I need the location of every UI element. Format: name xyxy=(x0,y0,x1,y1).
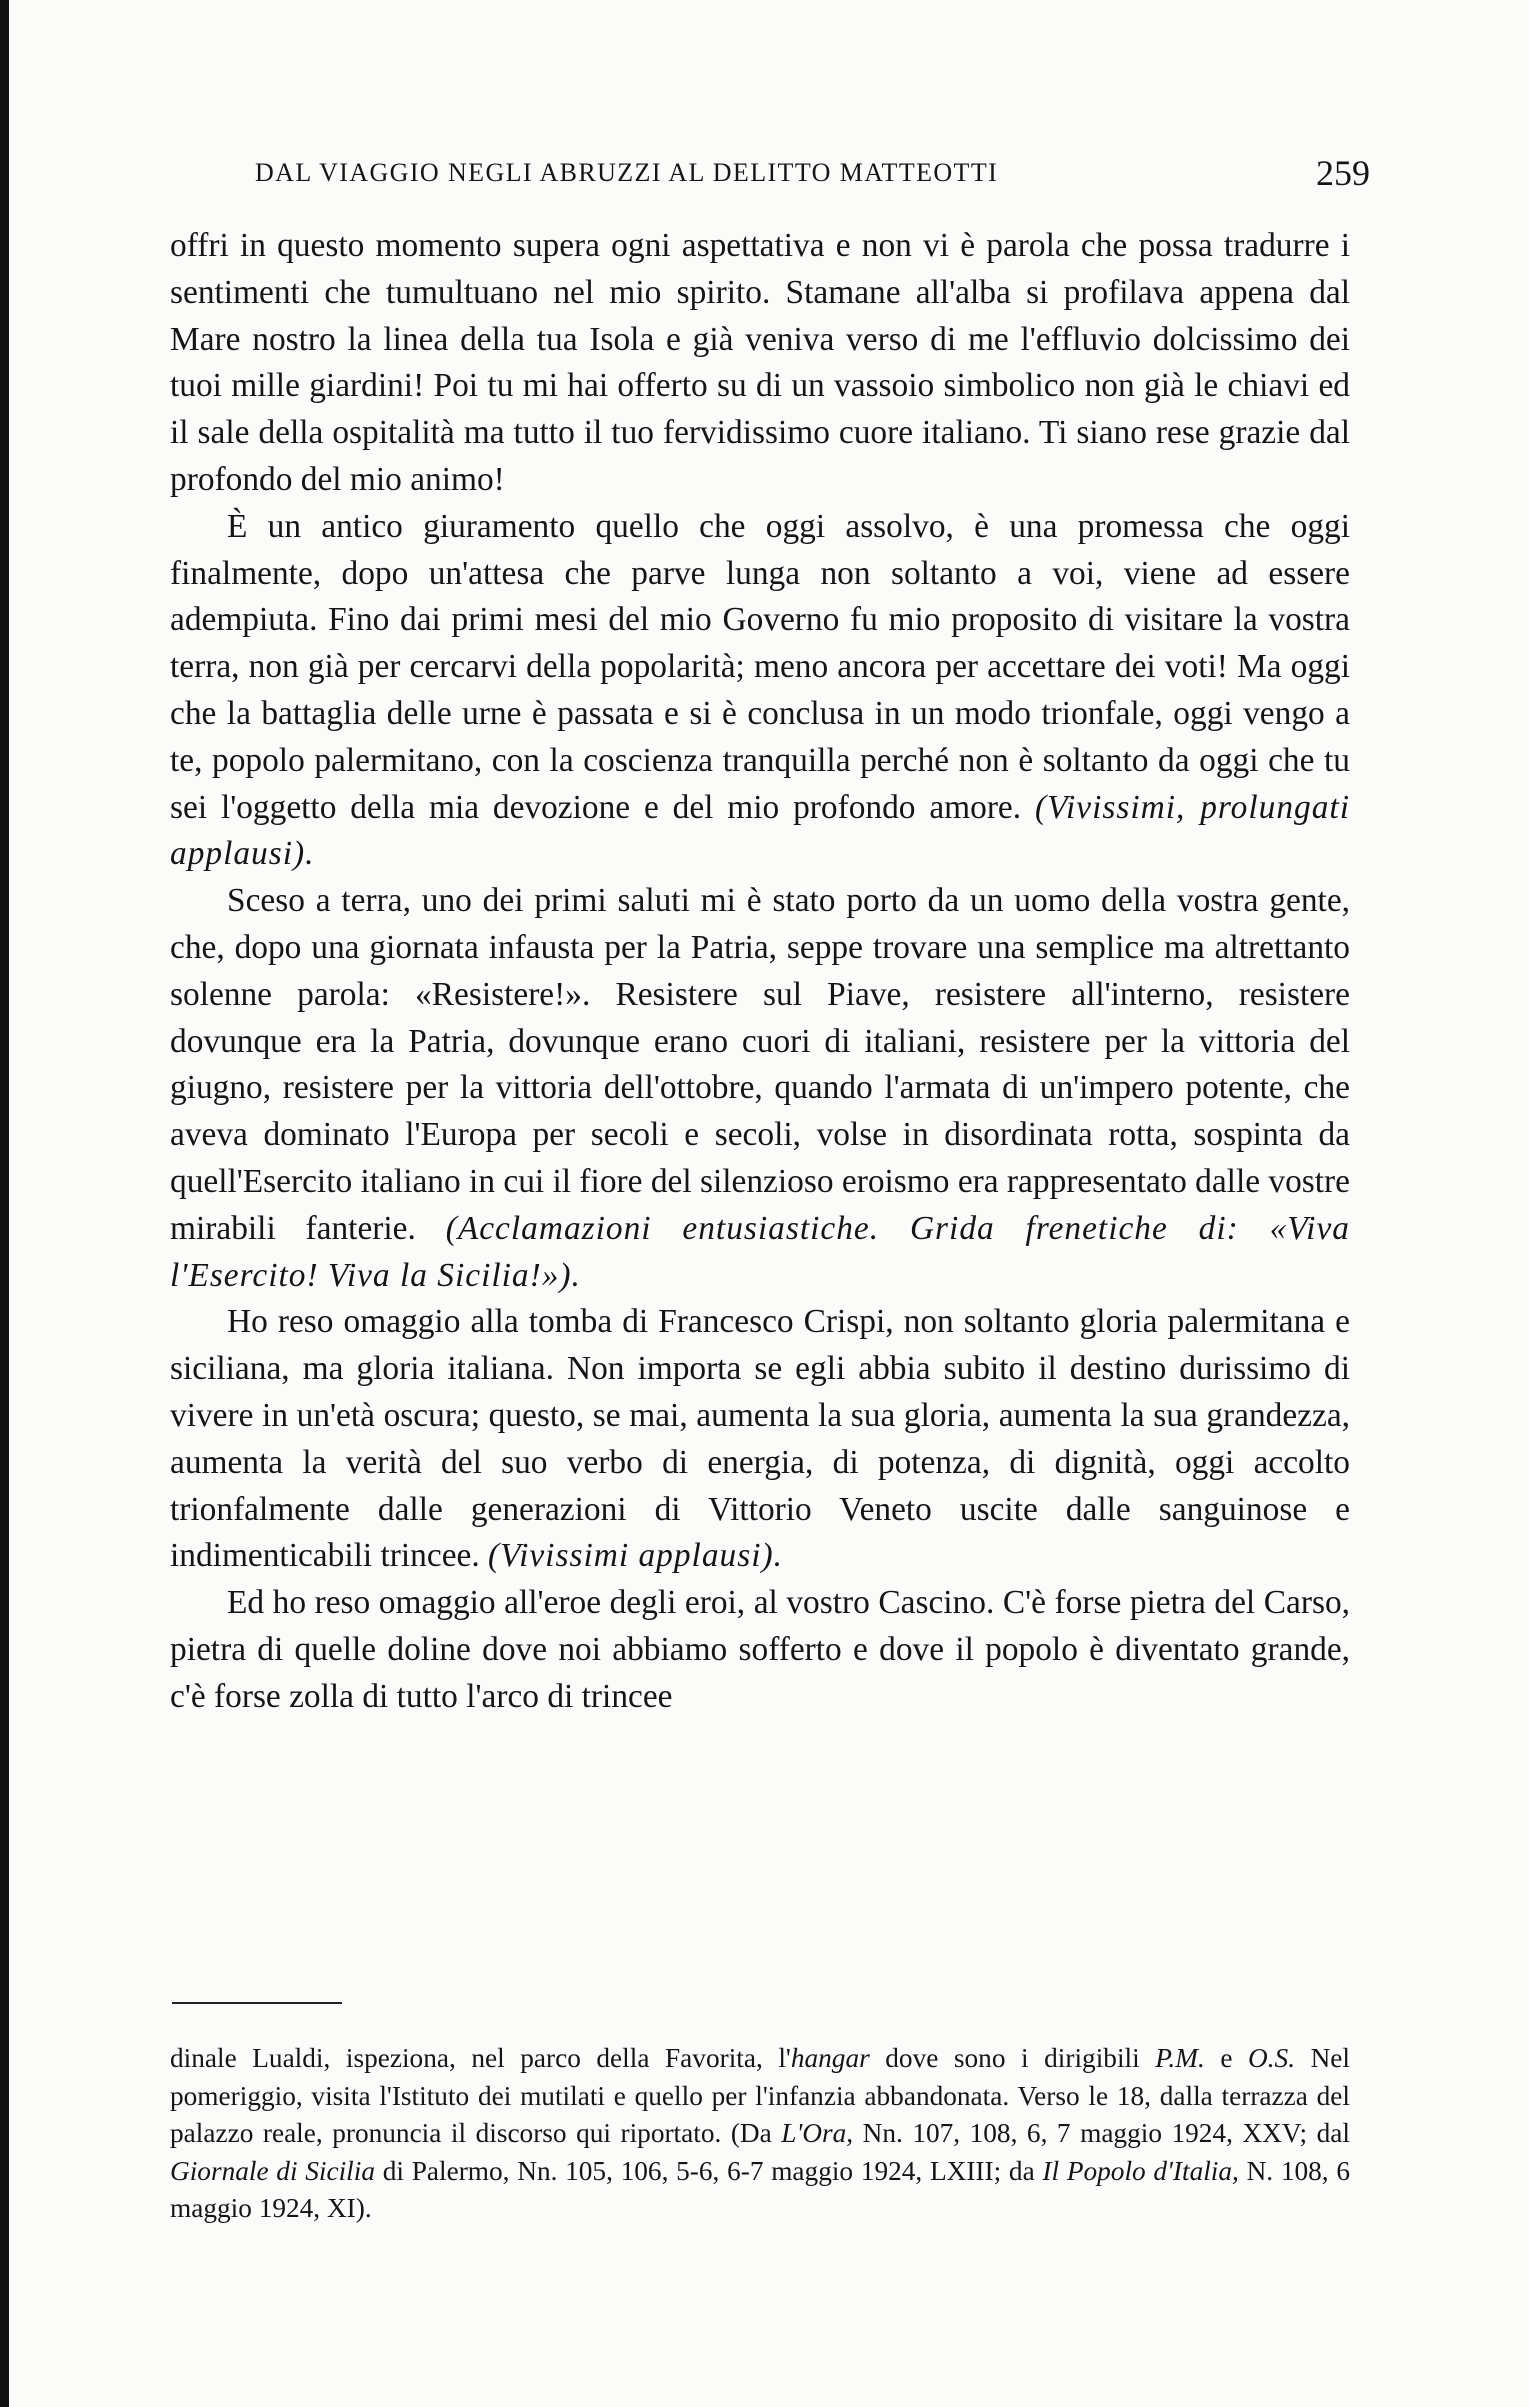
paragraph-4-text: Ho reso omaggio alla tomba di Francesco Crispi, non soltanto gloria palermitana e siciliana, ma gloria italiana. Non importa se egli abbia subito il destino durissimo di vivere in un'età oscura; questo, se mai, aumenta la sua gloria, aumenta la sua grandezza, aumenta la verità del suo verbo di energia, di potenza, di dignità, oggi accolto trionfalmente dalle generazioni di Vittorio Veneto uscite dalle sanguinose e indimenticabili trincee. xyxy=(170,1303,1350,1575)
paragraph-3-text: Sceso a terra, uno dei primi saluti mi è stato porto da un uomo della vostra gente, che, dopo una giornata infausta per la Patria, seppe trovare una semplice ma altrettanto solenne parola: «Resistere!». Resistere sul Piave, resistere all'interno, resistere dovunque era la Patria, dovunque erano cuori di italiani, resistere per la vittoria del giugno, resistere per la vittoria dell'ottobre, quando l'armata di un'impero potente, che aveva dominato l'Europa per secoli e secoli, volse in disordinata rotta, sospinta da quell'Esercito italiano in cui il fiore del silenzioso eroismo era rappresentato dalle vostre mirabili fanterie. xyxy=(170,882,1350,1247)
footnote-italic: hangar xyxy=(790,2043,870,2073)
footnote-text: Nn. 107, 108, 6, 7 maggio 1924, XXV; dal xyxy=(853,2118,1350,2149)
footnote xyxy=(170,2040,1350,2228)
footnote-text: dove sono i dirigibili xyxy=(869,2043,1156,2073)
paragraph-1: offri in questo momento supera ogni aspettativa e non vi è parola che possa tradurre i sentimenti che tumultuano nel mio spirito. Stamane all'alba si profilava appena dal Mare nostro la linea della tua Isola e già veniva verso di me l'effluvio dolcissimo dei tuoi mille giardini! Poi tu mi hai offerto su di un vassoio simbolico non già le chiavi ed il sale della ospitalità ma tutto il tuo fervidissimo cuore italiano. Ti siano rese grazie dal profondo del mio animo! xyxy=(170,227,1350,498)
acclamation-note: (Acclamazioni entusiastiche. Grida frenetiche di: «Viva l'Esercito! Viva la Sicilia!»). xyxy=(170,1209,1350,1294)
paragraph-5: Ed ho reso omaggio all'eroe degli eroi, al vostro Cascino. C'è forse pietra del Carso, pietra di quelle doline dove noi abbiamo sofferto e dove il popolo è diventato grande, c'è forse zolla di tutto l'arco di trincee xyxy=(170,1584,1350,1715)
running-head: DAL VIAGGIO NEGLI ABRUZZI AL DELITTO MATTEOTTI xyxy=(255,158,999,187)
footnote-italic: Giornale di Sicilia xyxy=(170,2155,376,2186)
paragraph-3 xyxy=(170,878,1350,1299)
footnote-text: e xyxy=(1204,2043,1249,2073)
footnote-text: Nel pomeriggio, visita l'Istituto dei mutilati e quello per l'infanzia abbandonata. Verso le 18, dalla terrazza del palazzo reale, pronuncia il discorso qui riportato. (Da xyxy=(170,2043,1350,2149)
footnote-italic: O.S. xyxy=(1248,2043,1296,2073)
footnote-italic: L'Ora, xyxy=(781,2118,854,2149)
footnote-italic: Il Popolo d'Italia, xyxy=(1042,2155,1239,2186)
footnote-rule xyxy=(172,2002,342,2004)
main-text xyxy=(170,223,1350,1721)
footnote-text: di Palermo, Nn. 105, 106, 5-6, 6-7 maggio 1924, LXIII; da xyxy=(375,2155,1043,2186)
footnote-italic: P.M. xyxy=(1155,2043,1205,2073)
applause-note: (Vivissimi, prolungati applausi). xyxy=(170,788,1350,873)
paragraph-2 xyxy=(170,504,1350,878)
footnote-text: N. 108, 6 maggio 1924, XI). xyxy=(170,2155,1351,2224)
page-number: 259 xyxy=(1316,153,1370,193)
footnote-text: dinale Lualdi, ispeziona, nel parco della Favorita, l' xyxy=(170,2043,791,2073)
paragraph-4 xyxy=(170,1299,1350,1580)
paragraph-2-text: È un antico giuramento quello che oggi assolvo, è una promessa che oggi finalmente, dopo un'attesa che parve lunga non soltanto a voi, viene ad essere adempiuta. Fino dai primi mesi del mio Governo fu mio proposito di visitare la vostra terra, non già per cercarvi della popolarità; meno ancora per accettare dei voti! Ma oggi che la battaglia delle urne è passata e si è conclusa in un modo trionfale, oggi vengo a te, popolo palermitano, con la coscienza tranquilla perché non è soltanto da oggi che tu sei l'oggetto della mia devozione e del mio profondo amore. xyxy=(170,507,1350,826)
applause-note: (Vivissimi applausi). xyxy=(488,1537,783,1575)
